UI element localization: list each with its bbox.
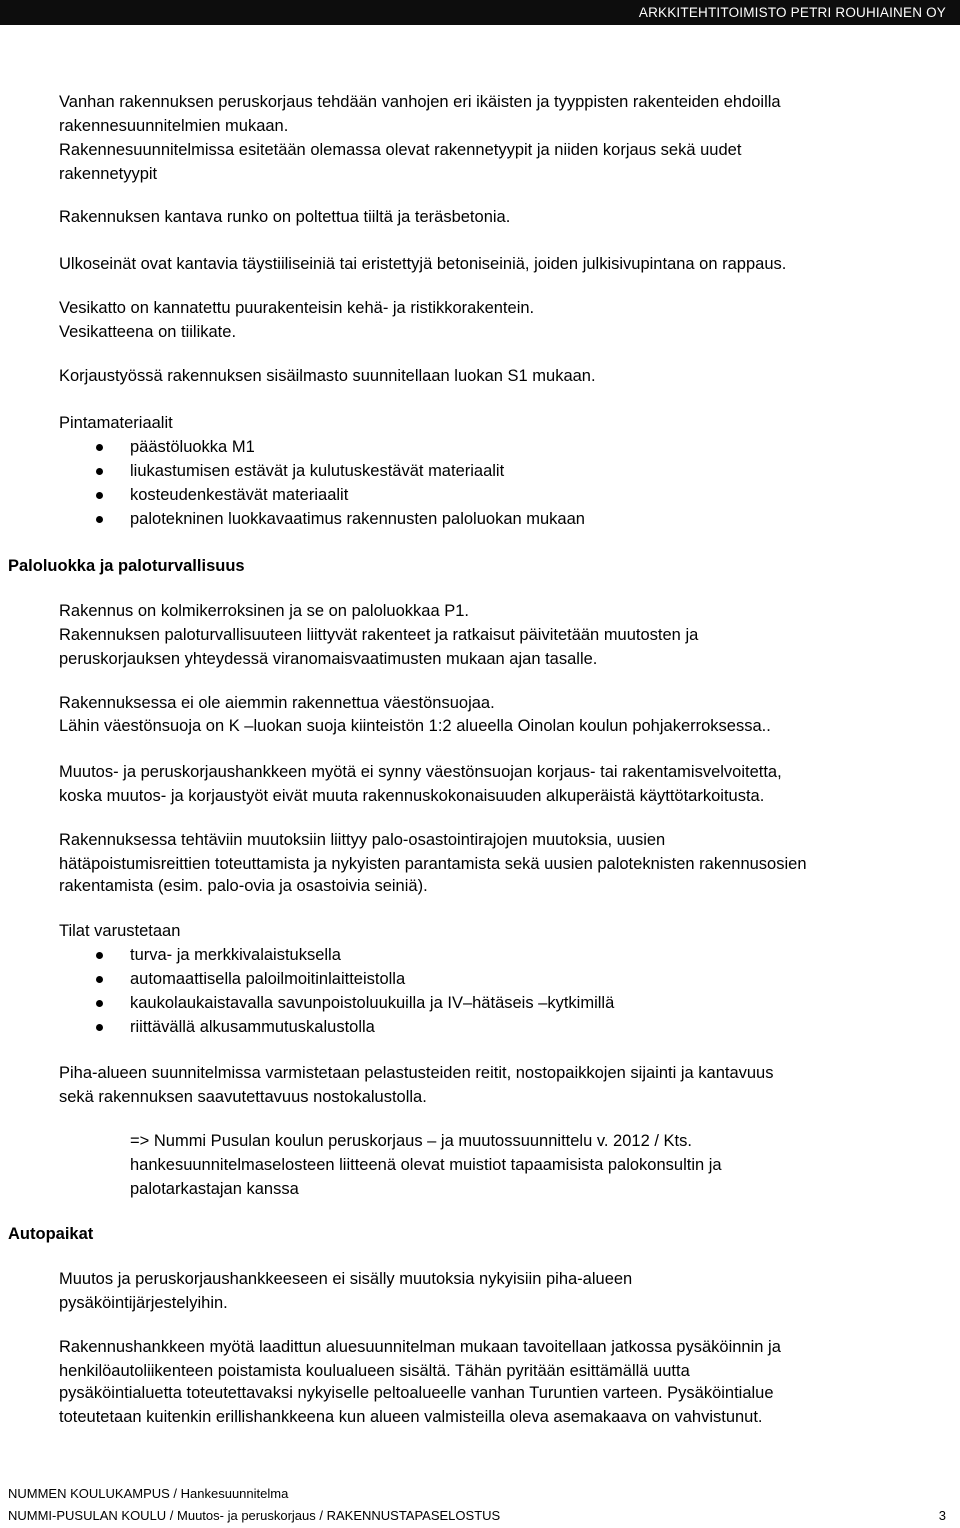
fire-class-text: Rakennus on kolmikerroksinen ja se on paloluokkaa P1.	[59, 602, 469, 620]
list-item: riittävällä alkusammutuskalustolla	[130, 1018, 375, 1036]
list-item: palotekninen luokkavaatimus rakennusten paloluokan mukaan	[130, 510, 585, 528]
shelter-line-2: Lähin väestönsuoja on K –luokan suoja kiinteistön 1:2 alueella Oinolan koulun pohjakerroksessa..	[59, 717, 771, 735]
shelter-obligation-line-1: Muutos- ja peruskorjaushankkeen myötä ei synny väestönsuojan korjaus- tai rakentamisvelvoitetta,	[59, 763, 782, 781]
shelter-line-1: Rakennuksessa ei ole aiemmin rakennettua väestönsuojaa.	[59, 694, 495, 712]
intro-line-2: rakennesuunnitelmien mukaan.	[59, 117, 289, 135]
parking-plan-line-4: toteutetaan kuitenkin erillishankkeena kun alueen valmisteilla oleva asemakaava on vahvistunut.	[59, 1408, 763, 1426]
bullet-icon	[96, 952, 103, 959]
list-item: kaukolaukaistavalla savunpoistoluukuilla ja IV–hätäseis –kytkimillä	[130, 994, 615, 1012]
fire-update-line-1: Rakennuksen paloturvallisuuteen liittyvät rakenteet ja ratkaisut päivitetään muutosten ja	[59, 626, 699, 644]
page-number: 3	[938, 1508, 946, 1523]
note-line-2: hankesuunnitelmaselosteen liitteenä olevat muistiot tapaamisista palokonsultin ja	[130, 1156, 722, 1174]
shelter-obligation-line-2: koska muutos- ja korjaustyöt eivät muuta rakennuskokonaisuuden alkuperäistä käyttötarkoitusta.	[59, 787, 765, 805]
parking-plan-line-2: henkilöautoliikenteen poistamista koulualueen sisältä. Tähän pyritään esittämällä uutta	[59, 1362, 690, 1380]
rescue-routes-line-1: Piha-alueen suunnitelmissa varmistetaan pelastusteiden reitit, nostopaikkojen sijainti ja kantavuus	[59, 1064, 774, 1082]
list-item: liukastumisen estävät ja kulutuskestävät materiaalit	[130, 462, 505, 480]
compartment-line-1: Rakennuksessa tehtäviin muutoksiin liittyy palo-osastointirajojen muutoksia, uusien	[59, 831, 666, 849]
parking-line-1: Muutos ja peruskorjaushankkeeseen ei sisälly muutoksia nykyisiin piha-alueen	[59, 1270, 633, 1288]
note-line-1: => Nummi Pusulan koulun peruskorjaus – ja muutossuunnittelu v. 2012 / Kts.	[130, 1132, 692, 1150]
bullet-icon	[96, 444, 103, 451]
intro-line-3: Rakennesuunnitelmissa esitetään olemassa olevat rakennetyypit ja niiden korjaus sekä uudet	[59, 141, 742, 159]
bullet-icon	[96, 468, 103, 475]
roof-line-2: Vesikatteena on tiilikate.	[59, 323, 237, 341]
parking-heading: Autopaikat	[8, 1225, 94, 1243]
list-item: kosteudenkestävät materiaalit	[130, 486, 349, 504]
bullet-icon	[96, 492, 103, 499]
rescue-routes-line-2: sekä rakennuksen saavutettavuus nostokalustolla.	[59, 1088, 427, 1106]
footer-project: NUMMEN KOULUKAMPUS / Hankesuunnitelma	[8, 1486, 289, 1501]
parking-line-2: pysäköintijärjestelyihin.	[59, 1294, 228, 1312]
fire-safety-heading: Paloluokka ja paloturvallisuus	[8, 557, 245, 575]
equipment-title: Tilat varustetaan	[59, 922, 181, 940]
roof-line-1: Vesikatto on kannatettu puurakenteisin kehä- ja ristikkorakentein.	[59, 299, 535, 317]
intro-line-4: rakennetyypit	[59, 165, 158, 183]
footer-document: NUMMI-PUSULAN KOULU / Muutos- ja peruskorjaus / RAKENNUSTAPASELOSTUS	[8, 1508, 501, 1523]
compartment-line-2: hätäpoistumisreittien toteuttamista ja nykyisten parantamista sekä uusien paloteknisten rakennusosien	[59, 855, 807, 873]
intro-line-1: Vanhan rakennuksen peruskorjaus tehdään vanhojen eri ikäisten ja tyyppisten rakenteiden ehdoilla	[59, 93, 781, 111]
materials-title: Pintamateriaalit	[59, 414, 173, 432]
walls-text: Ulkoseinät ovat kantavia täystiiliseiniä tai eristettyjä betoniseiniä, joiden julkisivupintana on rappaus.	[59, 255, 787, 273]
company-name: ARKKITEHTITOIMISTO PETRI ROUHIAINEN OY	[638, 5, 946, 20]
fire-update-line-2: peruskorjauksen yhteydessä viranomaisvaatimusten mukaan ajan tasalle.	[59, 650, 598, 668]
bullet-icon	[96, 516, 103, 523]
parking-plan-line-3: pysäköintialuetta toteutettavaksi nykyiselle peltoalueelle vanhan Turuntien varteen. Pysäköintialue	[59, 1384, 774, 1402]
list-item: turva- ja merkkivalaistuksella	[130, 946, 341, 964]
parking-plan-line-1: Rakennushankkeen myötä laadittun aluesuunnitelman mukaan tavoitellaan jatkossa pysäköinnin ja	[59, 1338, 781, 1356]
list-item: päästöluokka M1	[130, 438, 255, 456]
bullet-icon	[96, 1000, 103, 1007]
bullet-icon	[96, 1024, 103, 1031]
page-header	[0, 0, 960, 25]
list-item: automaattisella paloilmoitinlaitteistolla	[130, 970, 406, 988]
bullet-icon	[96, 976, 103, 983]
compartment-line-3: rakentamista (esim. palo-ovia ja osastoivia seiniä).	[59, 877, 428, 895]
note-line-3: palotarkastajan kanssa	[130, 1180, 299, 1198]
indoor-climate-text: Korjaustyössä rakennuksen sisäilmasto suunnitellaan luokan S1 mukaan.	[59, 367, 596, 385]
frame-text: Rakennuksen kantava runko on poltettua tiiltä ja teräsbetonia.	[59, 208, 511, 226]
